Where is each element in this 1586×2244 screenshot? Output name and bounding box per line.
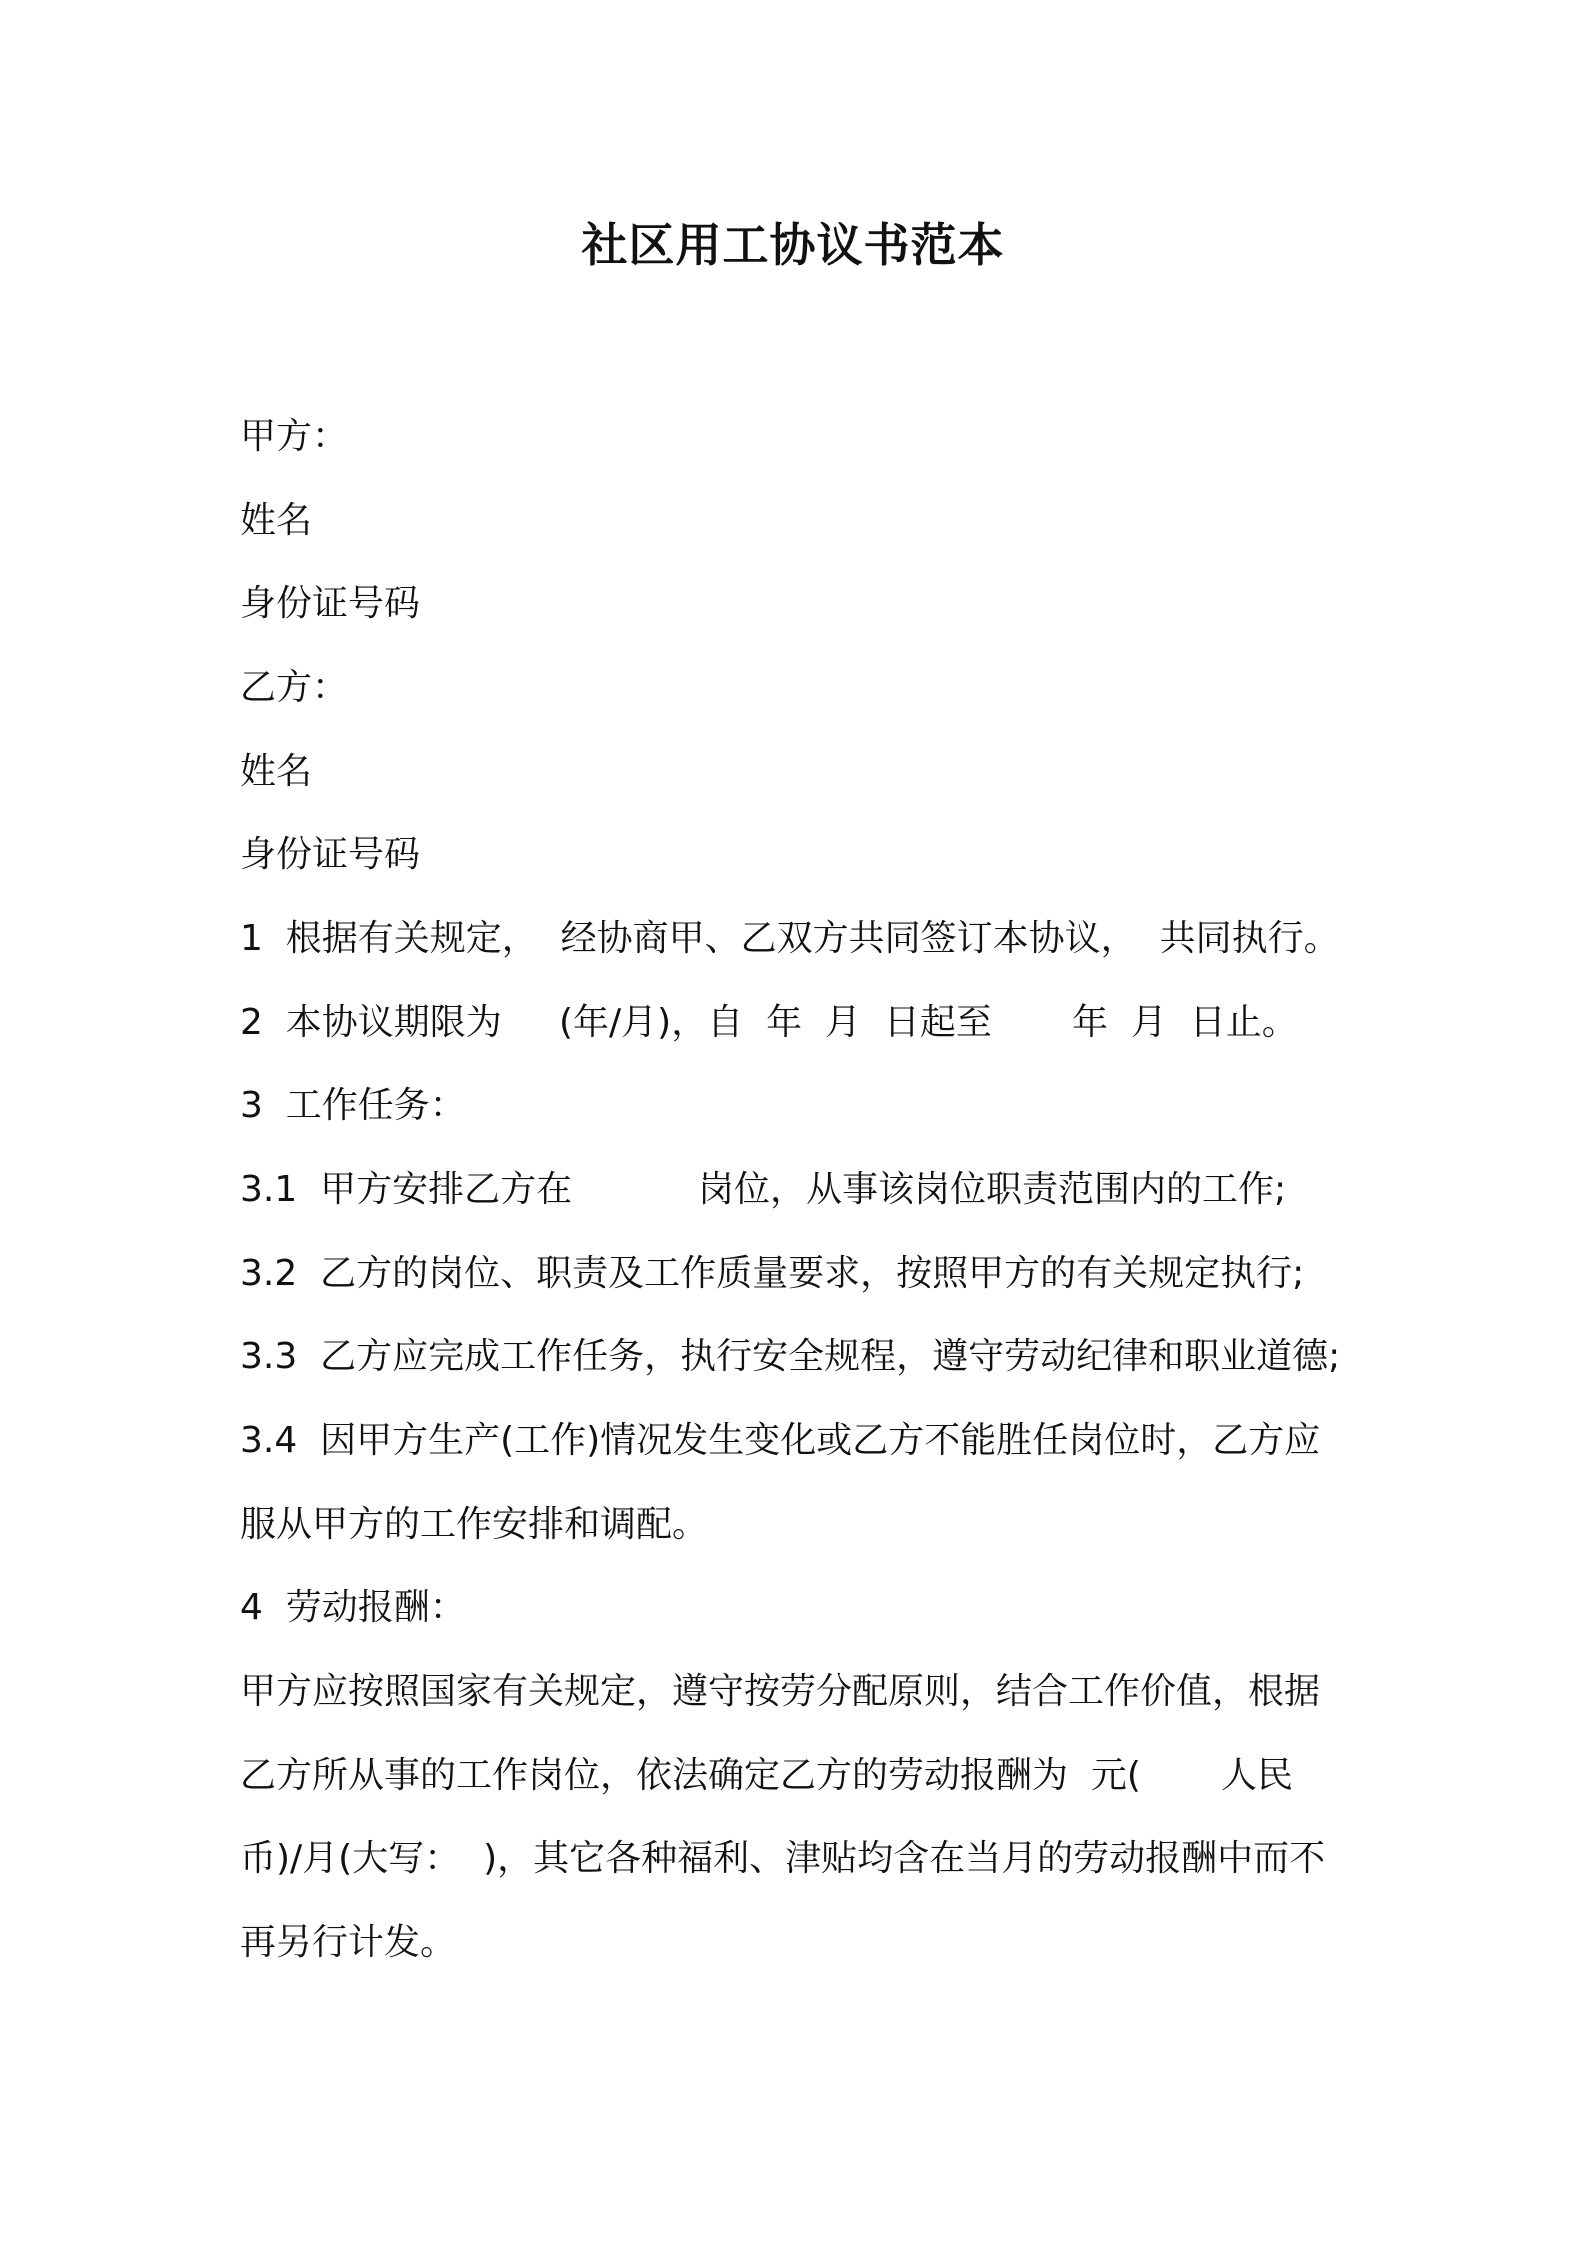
party-a-name-label: 姓名 <box>240 500 313 541</box>
party-b-id-label: 身份证号码 <box>240 834 421 875</box>
clause-3-1: 3.1 甲方安排乙方在 岗位，从事该岗位职责范围内的工作; <box>240 1169 1287 1210</box>
party-b-heading: 乙方： <box>240 667 349 708</box>
clause-4-line-2: 乙方所从事的工作岗位，依法确定乙方的劳动报酬为 元( 人民 <box>240 1755 1294 1796</box>
clause-3-4-line-2: 服从甲方的工作安排和调配。 <box>240 1504 709 1545</box>
clause-3-4-line-1: 3.4 因甲方生产(工作)情况发生变化或乙方不能胜任岗位时，乙方应 <box>240 1420 1321 1461</box>
clause-3-2: 3.2 乙方的岗位、职责及工作质量要求，按照甲方的有关规定执行; <box>240 1253 1305 1294</box>
clause-4-line-4: 再另行计发。 <box>240 1922 457 1963</box>
clause-4-line-1: 甲方应按照国家有关规定，遵守按劳分配原则，结合工作价值，根据 <box>240 1671 1321 1712</box>
clause-2: 2 本协议期限为 (年/月)，自 年 月 日起至 年 月 日止。 <box>240 1002 1298 1043</box>
party-a-id-label: 身份证号码 <box>240 583 421 624</box>
clause-3-3: 3.3 乙方应完成工作任务，执行安全规程，遵守劳动纪律和职业道德; <box>240 1336 1341 1377</box>
party-b-name-label: 姓名 <box>240 751 313 792</box>
clause-4-heading: 4 劳动报酬： <box>240 1587 466 1628</box>
party-a-heading: 甲方： <box>240 416 349 457</box>
clause-1: 1 根据有关规定， 经协商甲、乙双方共同签订本协议， 共同执行。 <box>240 918 1340 959</box>
clause-4-line-3: 币)/月(大写： )，其它各种福利、津贴均含在当月的劳动报酬中而不 <box>240 1838 1326 1879</box>
clause-3-heading: 3 工作任务： <box>240 1085 466 1126</box>
document-title: 社区用工协议书范本 <box>581 218 1005 272</box>
